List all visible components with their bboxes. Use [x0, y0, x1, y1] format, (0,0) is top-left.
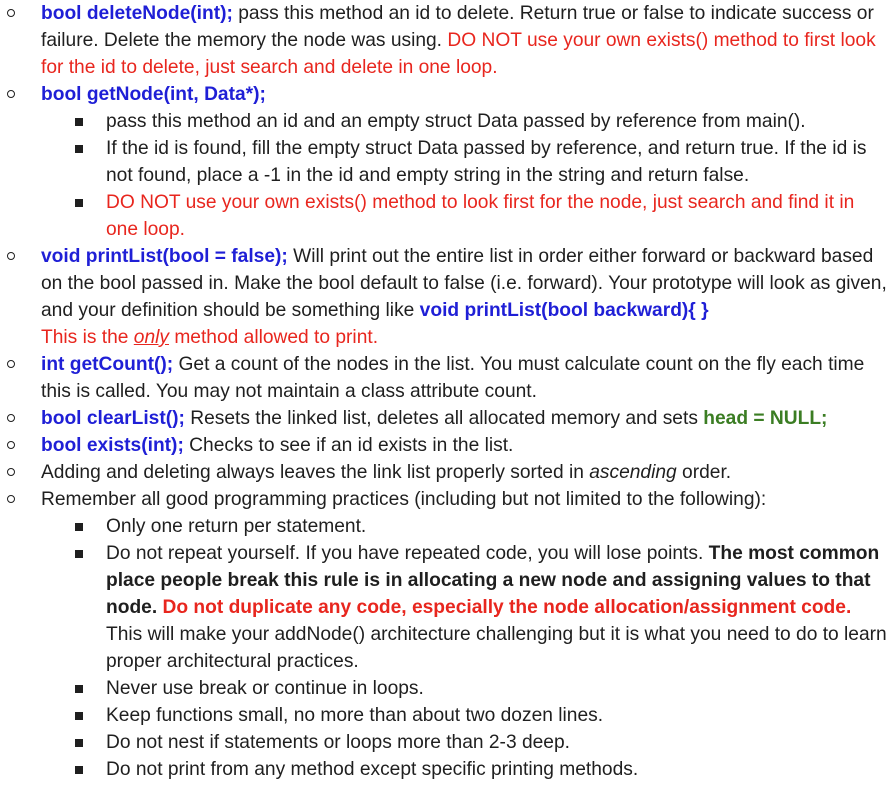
filled-square-bullet-icon	[75, 550, 83, 558]
method-signature: bool exists(int);	[41, 435, 184, 456]
sub-item	[106, 135, 890, 189]
hollow-circle-bullet-icon	[7, 414, 15, 422]
sub-item	[106, 189, 890, 243]
method-description: Resets the linked list, deletes all allocated memory and sets	[184, 408, 704, 429]
warning-text: DO NOT use your own exists() method to first look for the id to delete, just search and delete in one loop.	[41, 30, 876, 78]
method-description: Checks to see if an id exists in the list.	[183, 435, 514, 456]
warning-text	[41, 327, 378, 348]
item-clearList	[41, 405, 887, 432]
method-signature: bool deleteNode(int);	[41, 3, 233, 24]
filled-square-bullet-icon	[75, 739, 83, 747]
method-description: Will print out the entire list in order either forward or backward based on the bool passed in. Make the bool default to false (i.e. forward). Your prototype will look as given, and your definition should be something like	[41, 246, 887, 321]
item-text-end: order.	[676, 462, 732, 483]
sub-item-text: Do not print from any method except specific printing methods.	[106, 759, 639, 780]
sub-item-text: pass this method an id and an empty struct Data passed by reference from main().	[106, 111, 806, 132]
sub-item	[106, 540, 890, 675]
filled-square-bullet-icon	[75, 145, 83, 153]
emphasis-only: only	[133, 327, 169, 348]
item-deleteNode	[41, 0, 887, 81]
sub-item-text: Do not nest if statements or loops more than 2-3 deep.	[106, 732, 570, 753]
item-practices	[41, 486, 887, 513]
sub-item	[106, 513, 890, 540]
filled-square-bullet-icon	[75, 118, 83, 126]
item-printList	[41, 243, 887, 351]
sub-item-text: Keep functions small, no more than about two dozen lines.	[106, 705, 604, 726]
sub-item	[106, 675, 890, 702]
sub-item-text: If the id is found, fill the empty struct Data passed by reference, and return true. If the id is not found, place a -1 in the id and empty string in the string and return false.	[106, 138, 867, 186]
warning-text-start: This is the	[41, 327, 134, 348]
filled-square-bullet-icon	[75, 685, 83, 693]
method-signature: int getCount();	[41, 354, 174, 375]
sub-item-warning-text: DO NOT use your own exists() method to look first for the node, just search and find it in one loop.	[106, 192, 855, 240]
sub-item-text: Never use break or continue in loops.	[106, 678, 424, 699]
method-signature: bool clearList();	[41, 408, 185, 429]
hollow-circle-bullet-icon	[7, 90, 15, 98]
red-bold-warning-text: Do not duplicate any code, especially the node allocation/assignment code.	[162, 597, 852, 618]
filled-square-bullet-icon	[75, 199, 83, 207]
bold-emphasis-text: The most common place people break this rule is in allocating a new node and assigning values to that node.	[106, 543, 880, 618]
sub-item-text: Only one return per statement.	[106, 516, 367, 537]
hollow-circle-bullet-icon	[7, 360, 15, 368]
sub-item	[106, 702, 890, 729]
emphasis-ascending: ascending	[589, 462, 677, 483]
method-description: Get a count of the nodes in the list. You must calculate count on the fly each time this is called. You may not maintain a class attribute count.	[41, 354, 865, 402]
sub-item-text-end: This will make your addNode() architecture challenging but it is what you need to do to learn proper architectural practices.	[106, 624, 887, 672]
method-definition-example: void printList(bool backward){ }	[419, 300, 709, 321]
hollow-circle-bullet-icon	[7, 468, 15, 476]
item-getNode	[41, 81, 887, 108]
method-description: pass this method an id to delete. Return true or false to indicate success or failure. Delete the memory the node was using.	[41, 3, 874, 51]
item-getCount	[41, 351, 887, 405]
hollow-circle-bullet-icon	[7, 441, 15, 449]
item-sorted	[41, 459, 887, 486]
sub-item-text: Do not repeat yourself. If you have repeated code, you will lose points.	[106, 543, 709, 564]
hollow-circle-bullet-icon	[7, 252, 15, 260]
sub-item	[106, 756, 890, 783]
item-text: Remember all good programming practices (including but not limited to the following):	[41, 489, 767, 510]
code-snippet: head = NULL;	[703, 408, 828, 429]
filled-square-bullet-icon	[75, 712, 83, 720]
item-text-start: Adding and deleting always leaves the link list properly sorted in	[41, 462, 590, 483]
sub-item	[106, 108, 890, 135]
method-signature: bool getNode(int, Data*);	[41, 84, 266, 105]
filled-square-bullet-icon	[75, 766, 83, 774]
filled-square-bullet-icon	[75, 523, 83, 531]
item-exists	[41, 432, 887, 459]
hollow-circle-bullet-icon	[7, 495, 15, 503]
method-signature: void printList(bool = false);	[41, 246, 288, 267]
warning-text-end: method allowed to print.	[168, 327, 379, 348]
hollow-circle-bullet-icon	[7, 9, 15, 17]
sub-item	[106, 729, 890, 756]
